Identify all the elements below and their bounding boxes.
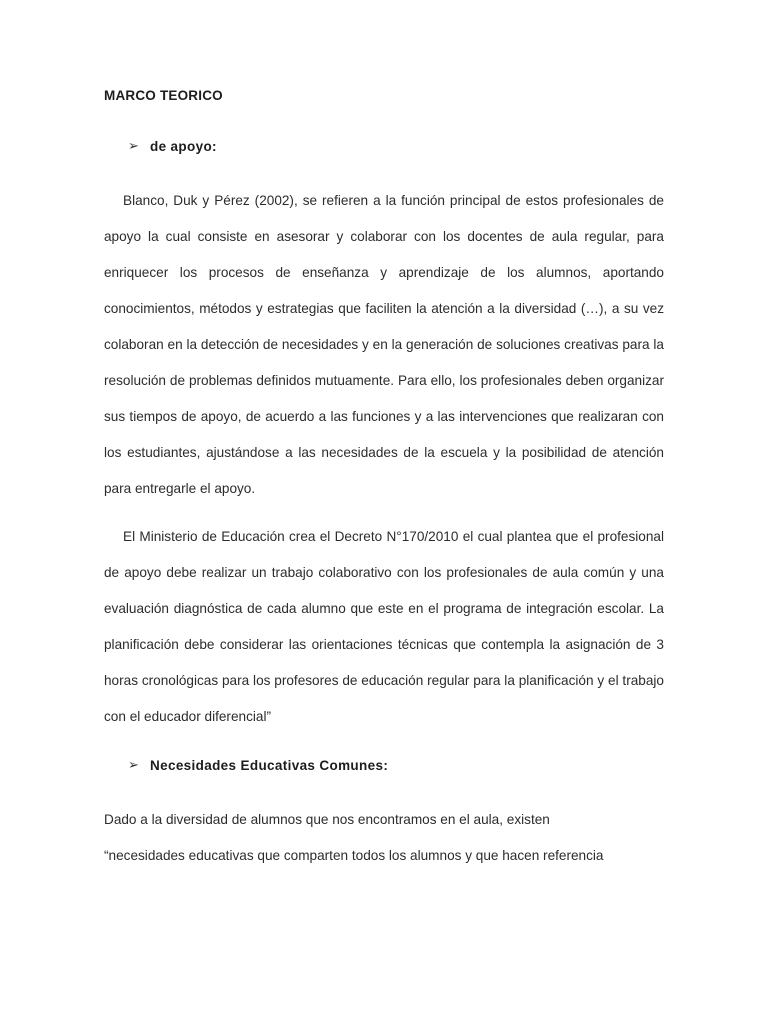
page-title: MARCO TEORICO: [104, 88, 223, 103]
paragraph-ministerio-educacion: El Ministerio de Educación crea el Decreto N°170/2010 el cual plantea que el profesional de apoyo debe realizar un trabajo colaborativo con los profesionales de aula común y una evaluación diagnóstica de cada alumno que este en el programa de integración escolar. La planificación debe considerar las orientaciones técnicas que contempla la asignación de 3 horas cronológicas para los profesores de educación regular para la planificación y el trabajo con el educador diferencial”: [104, 529, 664, 724]
spacer: [104, 778, 664, 802]
arrowhead-bullet-icon: ➢: [128, 758, 139, 773]
spacer: [104, 106, 664, 136]
spacer: [104, 735, 664, 755]
paragraph-necesidades-line-1: Dado a la diversidad de alumnos que nos encontramos en el aula, existen: [104, 812, 550, 827]
bullet-item-de-apoyo: [104, 136, 664, 159]
bullet-item-label: de apoyo:: [150, 139, 217, 154]
document-content: [104, 86, 664, 874]
bullet-item-label: Necesidades Educativas Comunes:: [150, 758, 389, 773]
paragraph-necesidades-line-2: “necesidades educativas que comparten todos los alumnos y que hacen referencia: [104, 848, 604, 863]
spacer: [104, 159, 664, 183]
bullet-item-necesidades-educativas-comunes: [104, 755, 664, 778]
spacer: [104, 507, 664, 519]
arrowhead-bullet-icon: ➢: [128, 139, 139, 154]
paragraph-blanco-duk-perez: Blanco, Duk y Pérez (2002), se refieren a la función principal de estos profesionales de apoyo la cual consiste en asesorar y colaborar con los docentes de aula regular, para enriquecer los procesos de enseñanza y aprendizaje de los alumnos, aportando conocimientos, métodos y estrategias que faciliten la atención a la diversidad (…), a su vez colaboran en la detección de necesidades y en la generación de soluciones creativas para la resolución de problemas definidos mutuamente. Para ello, los profesionales deben organizar sus tiempos de apoyo, de acuerdo a las funciones y a las intervenciones que realizaran con los estudiantes, ajustándose a las necesidades de la escuela y la posibilidad de atención para entregarle el apoyo.: [104, 193, 664, 496]
